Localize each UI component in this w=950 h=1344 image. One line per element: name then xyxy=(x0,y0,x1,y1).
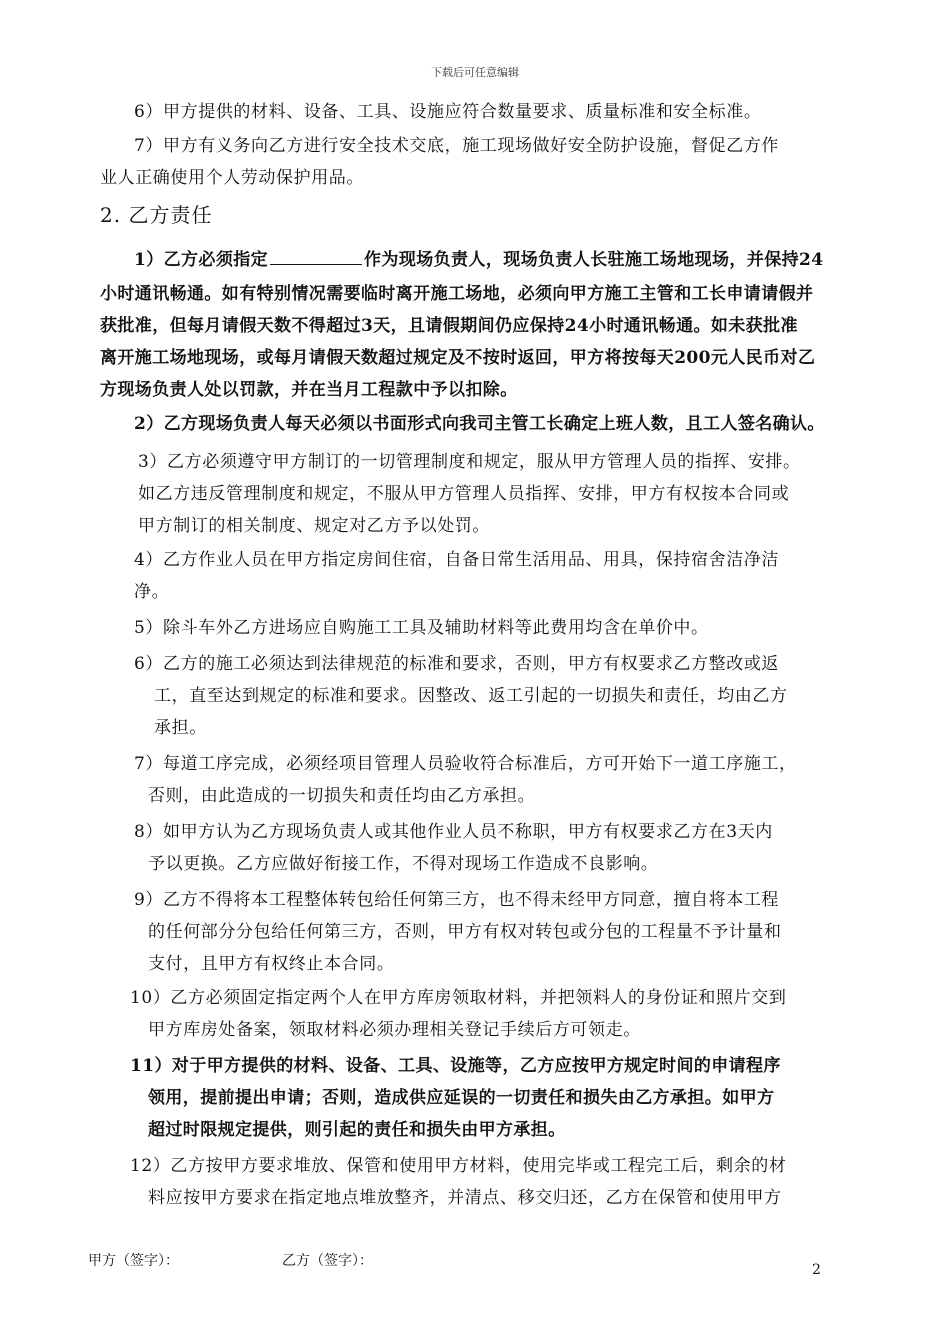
clause-b7-line2: 否则，由此造成的一切损失和责任均由乙方承担。 xyxy=(148,786,536,806)
clause-b8-line2: 予以更换。乙方应做好衔接工作，不得对现场工作造成不良影响。 xyxy=(148,854,659,874)
clause-b11-line3: 超过时限规定提供，则引起的责任和损失由甲方承担。 xyxy=(148,1120,566,1140)
section-heading-party-b: 2. 乙方责任 xyxy=(100,203,213,227)
clause-b1-line4: 离开施工场地现场，或每月请假天数超过规定及不按时返回，甲方将按每天200元人民币对乙 xyxy=(100,348,816,368)
clause-b1-prefix: 1）乙方必须指定 xyxy=(134,250,269,270)
clause-b1-line3: 获批准，但每月请假天数不得超过3天，且请假期间仍应保持24小时通讯畅通。如未获批准 xyxy=(100,316,798,336)
clause-b5: 5）除斗车外乙方进场应自购施工工具及辅助材料等此费用均含在单价中。 xyxy=(134,618,709,638)
party-b-signature-label: 乙方（签字）： xyxy=(282,1253,373,1269)
clause-b12-line2: 料应按甲方要求在指定地点堆放整齐，并清点、移交归还，乙方在保管和使用甲方 xyxy=(148,1188,782,1208)
page-header-note: 下载后可任意编辑 xyxy=(431,66,519,79)
clause-b12-line1: 12）乙方按甲方要求堆放、保管和使用甲方材料，使用完毕或工程完工后，剩余的材 xyxy=(130,1156,787,1176)
clause-b8-line1: 8）如甲方认为乙方现场负责人或其他作业人员不称职，甲方有权要求乙方在3天内 xyxy=(134,822,773,842)
clause-a6: 6）甲方提供的材料、设备、工具、设施应符合数量要求、质量标准和安全标准。 xyxy=(134,102,762,122)
clause-b6-line1: 6）乙方的施工必须达到法律规范的标准和要求，否则，甲方有权要求乙方整改或返 xyxy=(134,654,780,674)
clause-b1-line1 xyxy=(134,250,824,270)
clause-b6-line3: 承担。 xyxy=(154,718,207,738)
page-number: 2 xyxy=(812,1262,821,1278)
clause-b1-line2: 小时通讯畅通。如有特别情况需要临时离开施工场地，必须向甲方施工主管和工长申请请假并 xyxy=(100,284,814,304)
clause-b9-line1: 9）乙方不得将本工程整体转包给任何第三方，也不得未经甲方同意，擅自将本工程 xyxy=(134,890,780,910)
clause-b9-line3: 支付，且甲方有权终止本合同。 xyxy=(148,954,395,974)
clause-b3-line3: 甲方制订的相关制度、规定对乙方予以处罚。 xyxy=(138,516,490,536)
clause-b9-line2: 的任何部分分包给任何第三方，否则，甲方有权对转包或分包的工程量不予计量和 xyxy=(148,922,782,942)
clause-b4-line2: 净。 xyxy=(134,582,170,602)
clause-b1-line5: 方现场负责人处以罚款，并在当月工程款中予以扣除。 xyxy=(100,380,518,400)
clause-b7-line1: 7）每道工序完成，必须经项目管理人员验收符合标准后，方可开始下一道工序施工， xyxy=(134,754,797,774)
manager-name-blank xyxy=(270,250,362,265)
clause-a7-line1: 7）甲方有义务向乙方进行安全技术交底，施工现场做好安全防护设施，督促乙方作 xyxy=(134,136,780,156)
party-a-signature-label: 甲方（签字）： xyxy=(88,1253,179,1269)
clause-b10-line2: 甲方库房处备案，领取材料必须办理相关登记手续后方可领走。 xyxy=(148,1020,641,1040)
clause-b3-line1: 3）乙方必须遵守甲方制订的一切管理制度和规定，服从甲方管理人员的指挥、安排。 xyxy=(138,452,801,472)
clause-b11-line1: 11）对于甲方提供的材料、设备、工具、设施等，乙方应按甲方规定时间的申请程序 xyxy=(130,1056,781,1076)
clause-b11-line2: 领用，提前提出申请；否则，造成供应延误的一切责任和损失由乙方承担。如甲方 xyxy=(148,1088,775,1108)
clause-b2: 2）乙方现场负责人每天必须以书面形式向我司主管工长确定上班人数，且工人签名确认。 xyxy=(134,414,825,434)
clause-a7-line2: 业人正确使用个人劳动保护用品。 xyxy=(100,168,364,188)
clause-b1-suffix: 作为现场负责人，现场负责人长驻施工场地现场，并保持24 xyxy=(364,250,824,270)
clause-b3-line2: 如乙方违反管理制度和规定，不服从甲方管理人员指挥、安排，甲方有权按本合同或 xyxy=(138,484,790,504)
clause-b10-line1: 10）乙方必须固定指定两个人在甲方库房领取材料，并把领料人的身份证和照片交到 xyxy=(130,988,787,1008)
clause-b4-line1: 4）乙方作业人员在甲方指定房间住宿，自备日常生活用品、用具，保持宿舍洁净洁 xyxy=(134,550,780,570)
clause-b6-line2: 工，直至达到规定的标准和要求。因整改、返工引起的一切损失和责任，均由乙方 xyxy=(154,686,788,706)
